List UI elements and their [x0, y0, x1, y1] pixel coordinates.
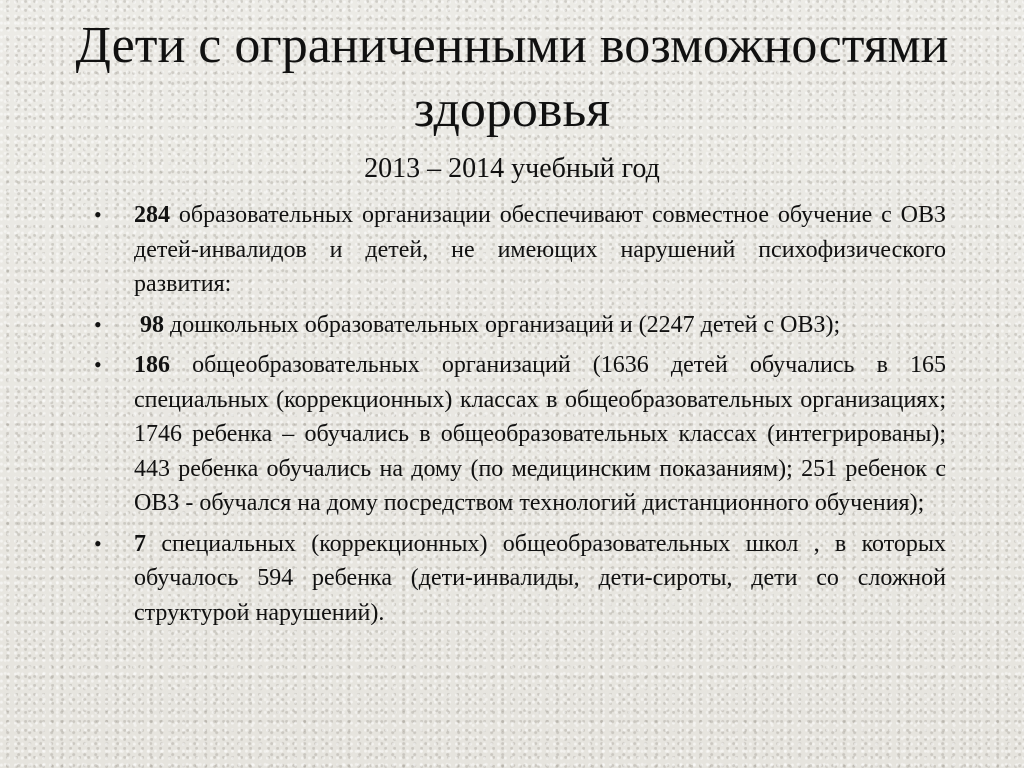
bullet-item — [94, 527, 946, 631]
slide-subtitle: 2013 – 2014 учебный год — [364, 153, 660, 184]
bullet-text: дошкольных образовательных организаций и (2247 детей с ОВЗ); — [164, 311, 841, 338]
bullet-list — [94, 198, 946, 636]
bullet-item — [94, 348, 946, 521]
bullet-icon: • — [94, 352, 102, 377]
bullet-text: образовательных организации обеспечивают совместное обучение с ОВЗ детей-инвалидов и детей, не имеющих нарушений психофизического развития: — [134, 202, 946, 297]
bullet-text: общеобразовательных организаций (1636 детей обучались в 165 специальных (коррекционных) классах в общеобразовательных организациях; 1746 ребенка – обучались в общеобразовательных классах (интегрированы); 443 ребенка обучались на дому (по медицинским показаниям); 251 ребенок с ОВЗ - обучался на дому посредством технологий дистанционного обучения); — [134, 352, 946, 516]
bullet-item — [94, 308, 946, 343]
bullet-item — [94, 198, 946, 302]
bullet-number: 98 — [140, 311, 164, 338]
bullet-icon: • — [94, 311, 102, 337]
bullet-icon: • — [94, 202, 102, 227]
bullet-icon: • — [94, 530, 102, 556]
bullet-number: 7 — [134, 530, 146, 557]
slide-title: Дети с ограниченными возможностями здоровья — [75, 17, 949, 138]
bullet-text: специальных (коррекционных) общеобразовательных школ , в которых обучалось 594 ребенка (дети-инвалиды, дети-сироты, дети со сложной структурой нарушений). — [134, 530, 946, 626]
bullet-number: 284 — [134, 202, 170, 228]
bullet-number: 186 — [134, 352, 170, 378]
